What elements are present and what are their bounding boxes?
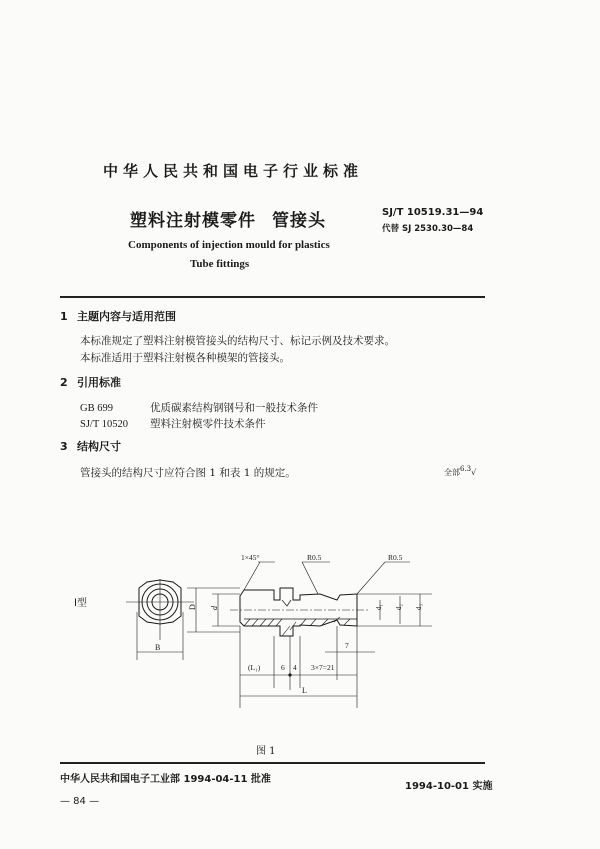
document-title-en: Components of injection mould for plastics (128, 239, 330, 251)
replaces-standard: 代替 SJ 2530.30—84 (382, 224, 474, 234)
reference-code: GB 699 (80, 403, 113, 414)
reference-row (80, 400, 318, 415)
svg-text:R0.5: R0.5 (388, 553, 403, 562)
standard-number: SJ/T 10519.31—94 (382, 207, 484, 218)
svg-text:7: 7 (345, 641, 349, 650)
svg-text:4: 4 (293, 663, 297, 672)
document-title-cn (130, 206, 326, 231)
figure-caption: 图 1 (256, 746, 276, 757)
document-subtitle-en: Tube fittings (190, 258, 250, 270)
issuing-authority: 中华人民共和国电子行业标准 (103, 162, 364, 180)
reference-code: SJ/T 10520 (80, 419, 128, 430)
section-1-paragraph: 本标准适用于塑料注射模各种模架的管接头。 (80, 352, 290, 364)
section-1-paragraph: 本标准规定了塑料注射模管接头的结构尺寸、标记示例及技术要求。 (80, 335, 395, 347)
type-label: Ⅰ型 (74, 598, 87, 609)
technical-drawing (60, 540, 460, 730)
approval-note: 中华人民共和国电子工业部 1994-04-11 批准 (60, 774, 271, 785)
section-1-heading: 1 主题内容与适用范围 (60, 310, 176, 323)
svg-text:D: D (188, 604, 197, 610)
section-3-paragraph: 管接头的结构尺寸应符合图 1 和表 1 的规定。 (80, 467, 296, 479)
section-2-heading: 2 引用标准 (60, 376, 121, 389)
footer-divider (60, 762, 485, 764)
surface-roughness-note: 全部6.3√ (444, 465, 477, 477)
effective-date: 1994-10-01 实施 (405, 781, 493, 792)
title-part1: 塑料注射模零件 (130, 211, 256, 231)
svg-text:d: d (210, 606, 219, 610)
svg-text:d₁: d₁ (375, 604, 383, 610)
title-part2: 管接头 (272, 211, 326, 231)
svg-text:L: L (302, 686, 307, 695)
section-3-heading: 3 结构尺寸 (60, 440, 121, 453)
reference-name: 塑料注射模零件技术条件 (150, 418, 266, 430)
roughness-symbol-icon: √ (471, 468, 477, 477)
svg-text:6: 6 (281, 663, 285, 672)
svg-text:1×45°: 1×45° (241, 553, 260, 562)
reference-row (80, 416, 266, 431)
svg-text:d₃: d₃ (415, 604, 423, 610)
svg-text:d₂: d₂ (395, 604, 403, 610)
reference-name: 优质碳素结构钢钢号和一般技术条件 (150, 402, 318, 414)
svg-text:3×7=21: 3×7=21 (311, 663, 335, 672)
header-divider (60, 296, 485, 298)
svg-text:R0.5: R0.5 (307, 553, 322, 562)
svg-text:(L₁): (L₁) (248, 663, 261, 672)
svg-text:B: B (155, 643, 161, 652)
page-number: — 84 — (60, 796, 100, 807)
